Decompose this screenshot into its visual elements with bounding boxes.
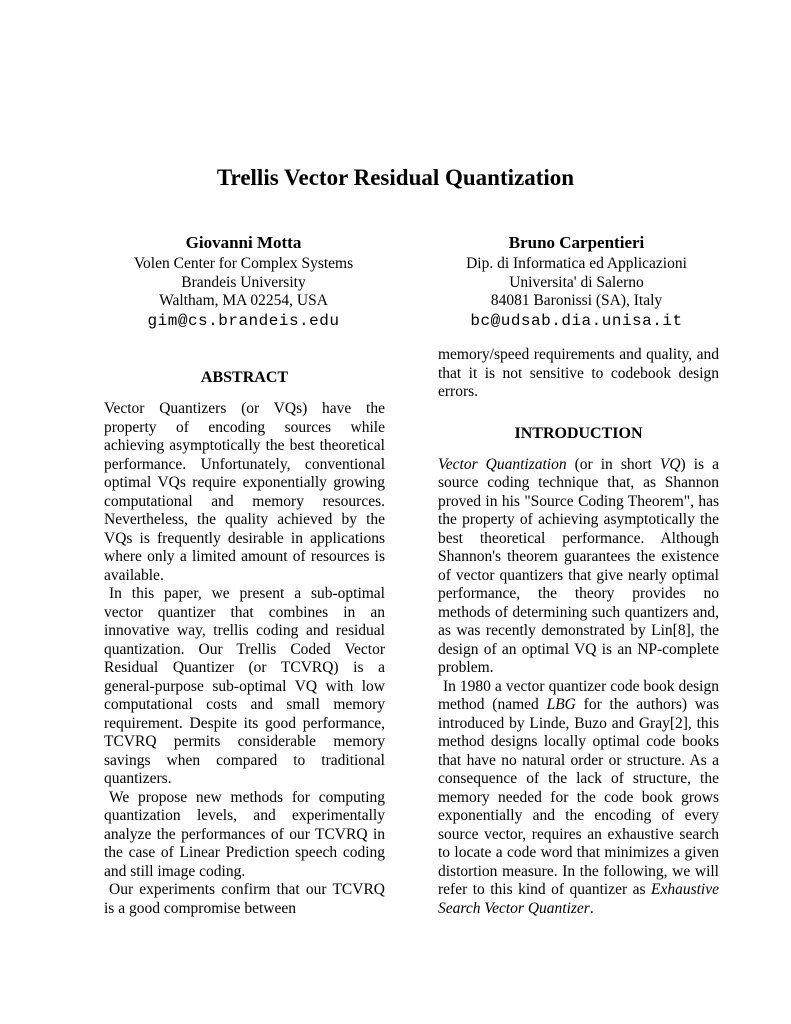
body-text: ) is a source coding technique that, as Shannon proved in his "Source Coding Theorem", has the property of achieving asymptotically the best theoretical performance. Although Shannon's theorem guarantees the existence of vector quantizers that give nearly optimal performance, the theory provides no methods of determining such quantizers and, as was recently demonstrated by Lin[8], the design of an optimal VQ is an NP-complete problem. xyxy=(438,455,719,676)
body-text: for the authors) was introduced by Linde, Buzo and Gray[2], this method designs locally optimal code books that have no natural order or structure. As a consequence of the lack of structure, the memory needed for the code book grows exponentially and the encoding of every source vector, requires an exhaustive search to locate a code word that minimizes a given distortion measure. In the following, we will refer to this kind of quantizer as xyxy=(438,696,719,898)
author-affiliation-line: Dip. di Informatica ed Applicazioni xyxy=(466,255,687,272)
paper-title: Trellis Vector Residual Quantization xyxy=(216,165,575,190)
author-affiliation-line: 84081 Baronissi (SA), Italy xyxy=(490,292,663,309)
right-column xyxy=(438,346,719,918)
abstract-continuation xyxy=(438,346,719,402)
author-blocks xyxy=(104,233,716,331)
author-block-carpentieri xyxy=(437,233,716,331)
body-text: memory/speed requirements and quality, and that it is not sensitive to codebook design errors. xyxy=(438,346,719,400)
body-text: (or in short xyxy=(566,455,660,473)
body-text: Our experiments confirm that our TCVRQ is a good compromise between xyxy=(104,881,385,917)
author-affiliation-line: Volen Center for Complex Systems xyxy=(133,255,354,272)
body-text: In 1980 a vector quantizer code book design method (named xyxy=(438,677,719,713)
body-text: . xyxy=(589,899,594,917)
author-block-motta xyxy=(104,233,383,331)
author-email: bc@udsab.dia.unisa.it xyxy=(470,311,683,330)
left-column xyxy=(104,368,385,918)
abstract-body xyxy=(104,400,385,918)
body-text: We propose new methods for computing quantization levels, and experimentally analyze the performances of our TCVRQ in the case of Linear Prediction speech coding and still image coding. xyxy=(104,788,385,880)
italic-text: Exhaustive Search Vector Quantizer xyxy=(438,881,719,917)
body-text: Vector Quantizers (or VQs) have the property of encoding sources while achieving asymptotically the best theoretical performance. Unfortunately, conventional optimal VQs require exponentially growing computational and memory resources. Nevertheless, the quality achieved by the VQs is frequently desirable in applications where only a limited amount of resources is available. xyxy=(104,400,385,584)
italic-text: VQ xyxy=(659,455,681,473)
author-affiliation-line: Universita' di Salerno xyxy=(509,273,644,291)
italic-text: LBG xyxy=(546,696,576,713)
paragraph xyxy=(438,346,719,402)
introduction-heading: INTRODUCTION xyxy=(514,424,643,442)
paragraph xyxy=(438,456,719,678)
paragraph xyxy=(104,400,385,585)
author-affiliation-line: Brandeis University xyxy=(181,273,306,291)
body-text: In this paper, we present a sub-optimal vector quantizer that combines in an innovative way, trellis coding and residual quantization. Our Trellis Coded Vector Residual Quantizer (or TCVRQ) is a general-purpose sub-optimal VQ with low computational costs and small memory requirement. Despite its good performance, TCVRQ permits considerable memory savings when compared to traditional quantizers. xyxy=(104,585,385,787)
abstract-heading: ABSTRACT xyxy=(200,369,289,386)
paragraph xyxy=(104,881,385,918)
introduction-body xyxy=(438,456,719,919)
author-name: Giovanni Motta xyxy=(185,233,302,252)
paragraph xyxy=(104,585,385,789)
paragraph xyxy=(104,789,385,882)
author-affiliation-line: Waltham, MA 02254, USA xyxy=(159,292,328,309)
italic-text: Vector Quantization xyxy=(438,455,567,473)
author-email: gim@cs.brandeis.edu xyxy=(147,311,340,330)
paragraph xyxy=(438,678,719,919)
author-name: Bruno Carpentieri xyxy=(508,233,645,252)
